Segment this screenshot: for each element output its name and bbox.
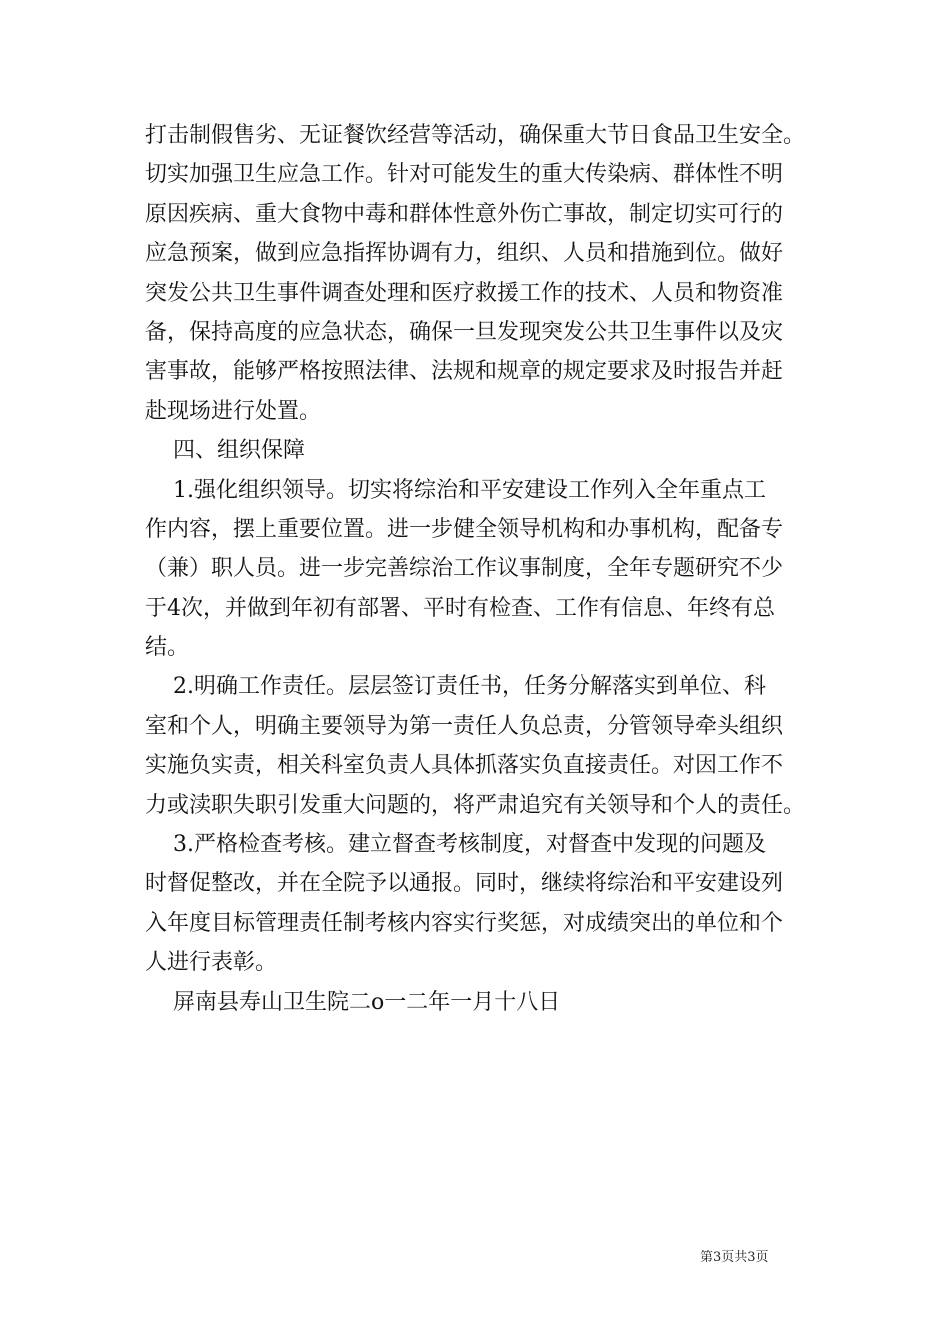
text-line: 打击制假售劣、无证餐饮经营等活动，确保重大节日食品卫生安全。 bbox=[145, 123, 806, 148]
section-heading: 四、组织保障 bbox=[145, 438, 305, 464]
text-line: 作内容，摆上重要位置。进一步健全领导机构和办事机构，配备专 bbox=[145, 516, 784, 542]
text-line: 赴现场进行处置。 bbox=[145, 398, 322, 424]
text-line: 结。 bbox=[145, 635, 190, 661]
text-line: 室和个人，明确主要领导为第一责任人负总责，分管领导牵头组织 bbox=[145, 713, 784, 739]
page-number-footer: 第3页共3页 bbox=[700, 1250, 769, 1265]
text-line: 力或渎职失职引发重大问题的，将严肃追究有关领导和个人的责任。 bbox=[145, 792, 806, 818]
text-line: （兼）职人员。进一步完善综治工作议事制度，全年专题研究不少 bbox=[145, 556, 784, 582]
document-body bbox=[145, 116, 805, 1022]
text-line: 3.严格检查考核。建立督查考核制度，对督查中发现的问题及 bbox=[145, 832, 766, 858]
text-line: 切实加强卫生应急工作。针对可能发生的重大传染病、群体性不明 bbox=[145, 162, 784, 188]
text-line: 害事故，能够严格按照法律、法规和规章的规定要求及时报告并赶 bbox=[145, 359, 784, 385]
text-line: 入年度目标管理责任制考核内容实行奖惩，对成绩突出的单位和个 bbox=[145, 910, 784, 936]
signature-line: 屏南县寿山卫生院二o一二年一月十八日 bbox=[145, 989, 561, 1015]
text-line: 备，保持高度的应急状态，确保一旦发现突发公共卫生事件以及灾 bbox=[145, 319, 784, 345]
text-line: 2.明确工作责任。层层签订责任书，任务分解落实到单位、科 bbox=[145, 674, 766, 700]
text-line: 突发公共卫生事件调查处理和医疗救援工作的技术、人员和物资准 bbox=[145, 280, 784, 306]
text-line: 人进行表彰。 bbox=[145, 950, 278, 976]
text-line: 原因疾病、重大食物中毒和群体性意外伤亡事故，制定切实可行的 bbox=[145, 201, 784, 227]
text-line: 实施负实责，相关科室负责人具体抓落实负直接责任。对因工作不 bbox=[145, 753, 784, 779]
text-line: 应急预案，做到应急指挥协调有力，组织、人员和措施到位。做好 bbox=[145, 241, 784, 267]
text-line: 1.强化组织领导。切实将综治和平安建设工作列入全年重点工 bbox=[145, 477, 766, 503]
text-line: 于4次，并做到年初有部署、平时有检查、工作有信息、年终有总 bbox=[145, 595, 775, 621]
text-line: 时督促整改，并在全院予以通报。同时，继续将综治和平安建设列 bbox=[145, 871, 784, 897]
